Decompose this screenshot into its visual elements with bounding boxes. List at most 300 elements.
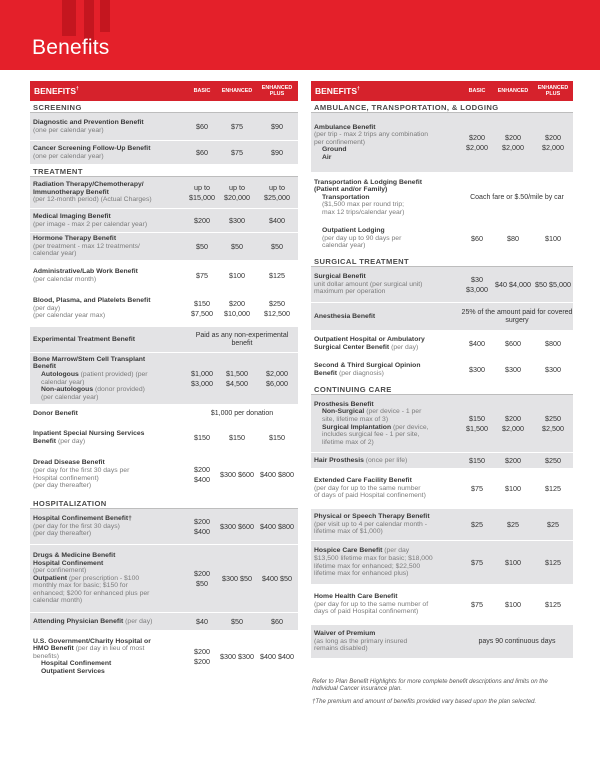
benefit-note: (per 12-month period) (Actual Charges) <box>33 196 152 204</box>
description-line <box>314 288 458 296</box>
enhanced-value: $200 $10,000 <box>224 298 250 318</box>
benefit-note: (patient provided) (per <box>80 370 148 378</box>
description-line <box>314 630 458 638</box>
table-row <box>30 177 298 209</box>
table-row <box>311 625 573 659</box>
benefit-note: enhanced; $200 for enhanced plus per <box>33 589 150 597</box>
description-line <box>314 281 458 289</box>
table-row <box>311 357 573 383</box>
enhanced-value: $100 <box>505 483 521 493</box>
benefit-description <box>311 178 461 218</box>
table-row <box>30 261 298 291</box>
benefit-name: Hair Prosthesis <box>314 456 364 464</box>
benefit-subname: Non-autologous <box>41 386 94 394</box>
enhanced-plus-value: $400 $800 <box>260 521 294 531</box>
benefit-description <box>30 637 186 677</box>
description-line <box>314 492 458 500</box>
description-line <box>314 477 458 485</box>
basic-value: up to $15,000 <box>189 182 215 202</box>
enhanced-value: $300 $600 <box>220 469 254 479</box>
header-benefits: BENEFITS† <box>315 86 360 96</box>
benefit-subname: Autologous <box>41 370 79 378</box>
benefit-description <box>311 312 461 322</box>
table-header <box>30 81 298 101</box>
benefit-value-all-plans: Coach fare or $.50/mile by car <box>470 193 564 201</box>
benefit-value-all-plans: 25% of the amount paid for covered surgery <box>461 308 573 324</box>
description-line <box>33 560 183 568</box>
description-line <box>33 243 183 251</box>
benefit-description <box>311 476 461 501</box>
benefit-description <box>311 546 461 578</box>
description-line <box>314 593 458 601</box>
benefit-note: max 12 trips/calendar year) <box>322 208 405 216</box>
benefit-note: (per calendar month) <box>33 275 97 283</box>
description-line <box>33 552 183 560</box>
benefit-name: Diagnostic and Prevention Benefit <box>33 118 144 126</box>
benefit-name: Bone Marrow/Stem Cell Transplant <box>33 355 146 363</box>
benefit-description <box>311 226 461 251</box>
benefit-name: Extended Care Facility Benefit <box>314 477 412 485</box>
benefit-name: U.S. Government/Charity Hospital or <box>33 637 151 645</box>
benefit-note: (per day for the first 30 days) <box>33 522 120 530</box>
description-line <box>33 127 183 135</box>
section-heading: AMBULANCE, TRANSPORTATION, & LODGING <box>311 101 573 113</box>
description-line <box>314 431 458 439</box>
table-row <box>30 209 298 233</box>
table-row <box>30 509 298 545</box>
benefit-name: Dread Disease Benefit <box>33 459 105 467</box>
description-line <box>33 235 183 243</box>
enhanced-plus-value: $50 $5,000 <box>535 279 571 289</box>
benefit-description <box>30 409 186 419</box>
description-line <box>33 153 183 161</box>
benefit-note: monthly max for basic; $150 for <box>33 582 128 590</box>
benefit-description <box>30 212 186 229</box>
benefit-description <box>30 144 186 161</box>
description-line <box>33 213 183 221</box>
table-row <box>30 453 298 497</box>
description-line <box>33 638 183 646</box>
benefits-table-right <box>311 81 573 659</box>
benefit-description <box>30 429 186 446</box>
description-line <box>314 179 458 187</box>
benefit-note: (per day up to 90 days per <box>322 234 402 242</box>
benefit-note: (as long as the primary insured <box>314 637 408 645</box>
benefit-note: Hospital confinement) <box>33 474 99 482</box>
enhanced-value: $600 <box>505 338 521 348</box>
enhanced-plus-value: $25 <box>547 519 559 529</box>
benefit-description <box>30 617 186 627</box>
benefit-description <box>311 456 461 466</box>
basic-value: $200 $2,000 <box>466 132 488 152</box>
benefit-note: (per day for up to the same number <box>314 484 421 492</box>
description-line <box>33 590 183 598</box>
description-line <box>314 513 458 521</box>
benefit-subname: Outpatient Lodging <box>322 227 385 235</box>
benefit-name: Drugs & Medicine Benefit <box>33 551 116 559</box>
section-heading: TREATMENT <box>30 165 298 177</box>
enhanced-value: $50 <box>231 241 243 251</box>
enhanced-value: $200 <box>505 455 521 465</box>
benefit-name: Hormone Therapy Benefit <box>33 235 117 243</box>
benefit-note: unit dollar amount (per surgical unit) <box>314 280 423 288</box>
enhanced-value: $100 <box>505 557 521 567</box>
description-line <box>314 209 458 217</box>
page-title: Benefits <box>32 36 110 59</box>
table-row <box>30 405 298 423</box>
description-line <box>314 201 458 209</box>
benefit-note: includes surgical fee - 1 per site, <box>322 431 420 439</box>
description-line <box>314 146 458 154</box>
benefit-note: (per device - 1 per <box>366 408 422 416</box>
benefit-description <box>311 335 461 352</box>
description-line <box>33 438 183 446</box>
table-row <box>30 141 298 165</box>
description-line <box>314 344 458 352</box>
benefit-note: (per day thereafter) <box>33 482 92 490</box>
header-enhanced: ENHANCED <box>221 88 253 94</box>
basic-value: $150 $7,500 <box>191 298 213 318</box>
table-header <box>311 81 573 101</box>
basic-value: $40 <box>196 616 208 626</box>
description-line <box>33 145 183 153</box>
footnote: Refer to Plan Benefit Highlights for more complete benefit descriptions and limits on the Individual Cancer insurance plan. <box>312 678 548 693</box>
benefit-name: Benefit <box>314 369 338 377</box>
enhanced-value: $200 $2,000 <box>502 413 524 433</box>
basic-value: $150 <box>194 432 210 442</box>
enhanced-plus-value: $50 <box>271 241 283 251</box>
benefit-name: (Patient and/or Family) <box>314 186 388 194</box>
benefit-description <box>30 335 186 345</box>
description-line <box>33 467 183 475</box>
benefit-name: HMO Benefit <box>33 645 74 653</box>
basic-value: $150 <box>469 455 485 465</box>
benefit-note: remains disabled) <box>314 645 368 653</box>
enhanced-value: $75 <box>231 147 243 157</box>
enhanced-plus-value: $200 $2,000 <box>542 132 564 152</box>
benefit-note: lifetime max for enhanced plus) <box>314 570 409 578</box>
table-body <box>30 101 298 683</box>
benefit-note: (one per calendar year) <box>33 152 104 160</box>
enhanced-plus-value: $800 <box>545 338 561 348</box>
benefit-value-all-plans: $1,000 per donation <box>210 409 274 417</box>
basic-value: $200 $400 <box>194 464 210 484</box>
description-line <box>314 608 458 616</box>
enhanced-plus-value: $250 $2,500 <box>542 413 564 433</box>
table-row <box>311 469 573 509</box>
benefit-name: Experimental Treatment Benefit <box>33 335 135 343</box>
description-line <box>33 668 183 676</box>
benefit-note: (per day for up to the same number of <box>314 600 429 608</box>
footnote: †The premium and amount of benefits provided vary based upon the plan selected. <box>312 697 537 705</box>
benefit-description <box>30 180 186 205</box>
description-line <box>33 297 183 305</box>
benefit-note: (once per life) <box>365 456 408 464</box>
description-line <box>33 379 183 387</box>
benefit-note: (per day) <box>125 617 153 625</box>
description-line <box>33 430 183 438</box>
table-row <box>30 353 298 405</box>
basic-value: $60 <box>471 233 483 243</box>
description-line <box>33 305 183 313</box>
benefit-description <box>30 234 186 259</box>
description-line <box>314 563 458 571</box>
benefit-note: (per day) <box>57 437 86 445</box>
enhanced-value: $50 <box>231 616 243 626</box>
description-line <box>314 273 458 281</box>
description-line <box>314 638 458 646</box>
benefit-description <box>311 512 461 537</box>
benefit-note: (per device, <box>393 423 429 431</box>
section-heading: SCREENING <box>30 101 298 113</box>
benefit-note: (per day) <box>33 304 61 312</box>
benefit-note: (per calendar year max) <box>33 312 106 320</box>
benefit-description <box>311 400 461 448</box>
basic-value: $400 <box>469 338 485 348</box>
description-line <box>314 555 458 563</box>
description-line <box>314 154 458 162</box>
enhanced-plus-value: $125 <box>545 483 561 493</box>
description-line <box>33 475 183 483</box>
benefit-subname: Surgical Implantation <box>322 423 392 431</box>
benefit-value-all-plans: pays 90 continuous days <box>478 637 556 645</box>
benefit-note: calendar month) <box>33 597 83 605</box>
enhanced-plus-value: $125 <box>269 270 285 280</box>
description-line <box>33 582 183 590</box>
enhanced-plus-value: $2,000 $6,000 <box>266 368 288 388</box>
benefit-name: Surgical Center Benefit <box>314 343 390 351</box>
table-row <box>30 113 298 141</box>
description-line <box>33 567 183 575</box>
description-line <box>33 618 183 626</box>
benefit-name: Benefit <box>33 363 57 371</box>
benefit-note: $13,500 lifetime max for basic; $18,000 <box>314 554 433 562</box>
basic-value: $75 <box>471 557 483 567</box>
description-line <box>33 189 183 197</box>
benefit-note: ($1,500 max per round trip; <box>322 201 404 209</box>
benefit-note: of days of paid Hospital confinement) <box>314 492 426 500</box>
benefit-description <box>30 296 186 321</box>
enhanced-value: $75 <box>231 121 243 131</box>
basic-value: $1,000 $3,000 <box>191 368 213 388</box>
enhanced-value: up to $20,000 <box>224 182 250 202</box>
header-enhanced-plus: ENHANCED PLUS <box>537 85 569 97</box>
description-line <box>33 645 183 653</box>
header-banner <box>0 0 600 70</box>
description-line <box>314 401 458 409</box>
table-row <box>30 291 298 327</box>
section-heading: CONTINUING CARE <box>311 383 573 395</box>
header-enhanced: ENHANCED <box>497 88 529 94</box>
description-line <box>33 660 183 668</box>
benefit-name: Hospital Confinement Benefit† <box>33 515 132 523</box>
description-line <box>33 268 183 276</box>
benefit-note: benefits) <box>33 652 60 660</box>
table-row <box>30 423 298 453</box>
benefit-note: lifetime max for enhanced; $22,500 <box>314 562 421 570</box>
description-line <box>314 547 458 555</box>
enhanced-plus-value: $250 <box>545 455 561 465</box>
benefits-table-left <box>30 81 298 683</box>
basic-value: $200 $400 <box>194 516 210 536</box>
benefit-name: Benefit <box>33 437 57 445</box>
benefit-description <box>30 267 186 284</box>
table-row <box>311 267 573 303</box>
enhanced-value: $300 <box>229 215 245 225</box>
enhanced-plus-value: $250 $12,500 <box>264 298 290 318</box>
benefit-name: Surgical Benefit <box>314 273 366 281</box>
basic-value: $50 <box>196 241 208 251</box>
benefit-name: Outpatient <box>33 574 67 582</box>
description-line <box>314 194 458 202</box>
benefit-description <box>30 118 186 135</box>
benefit-description <box>30 551 186 606</box>
benefit-description <box>311 629 461 654</box>
enhanced-plus-value: $400 $50 <box>262 573 292 583</box>
enhanced-plus-value: $90 <box>271 147 283 157</box>
footnotes <box>312 678 574 710</box>
benefit-name: Anesthesia Benefit <box>314 312 376 320</box>
description-line <box>33 575 183 583</box>
table-row <box>311 395 573 453</box>
description-line <box>33 196 183 204</box>
benefit-description <box>30 355 186 403</box>
description-line <box>33 181 183 189</box>
enhanced-plus-value: $400 $800 <box>260 469 294 479</box>
benefit-note: days of paid Hospital confinement) <box>314 608 419 616</box>
header-benefits: BENEFITS† <box>34 86 79 96</box>
enhanced-plus-value: $150 <box>269 432 285 442</box>
table-row <box>311 585 573 625</box>
description-line <box>33 386 183 394</box>
description-line <box>314 521 458 529</box>
description-line <box>314 485 458 493</box>
benefit-name: Radiation Therapy/Chemotherapy/ <box>33 181 144 189</box>
benefit-description <box>311 592 461 617</box>
benefit-description <box>311 272 461 297</box>
description-line <box>314 570 458 578</box>
benefit-description <box>311 361 461 378</box>
enhanced-value: $80 <box>507 233 519 243</box>
banner-stripe <box>62 0 76 36</box>
table-row <box>30 545 298 613</box>
table-row <box>30 631 298 683</box>
description-line <box>33 482 183 490</box>
benefit-subname: Transportation <box>322 193 370 201</box>
benefit-note: (per trip - max 2 trips any combination <box>314 131 429 139</box>
enhanced-value: $300 $300 <box>220 651 254 661</box>
description-line <box>33 459 183 467</box>
basic-value: $25 <box>471 519 483 529</box>
enhanced-value: $100 <box>229 270 245 280</box>
enhanced-value: $40 $4,000 <box>495 279 531 289</box>
basic-value: $150 $1,500 <box>466 413 488 433</box>
table-row <box>30 233 298 261</box>
enhanced-value: $200 $2,000 <box>502 132 524 152</box>
benefit-note: calendar year) <box>41 378 85 386</box>
benefit-subname: Non-Surgical <box>322 408 365 416</box>
section-heading: SURGICAL TREATMENT <box>311 255 573 267</box>
benefit-subname: Hospital Confinement <box>41 660 112 668</box>
benefit-note: (per day for the first 30 days per <box>33 466 130 474</box>
description-line <box>33 371 183 379</box>
table-row <box>311 173 573 223</box>
description-line <box>314 242 458 250</box>
description-line <box>314 645 458 653</box>
description-line <box>33 410 183 418</box>
description-line <box>33 336 183 344</box>
enhanced-value: $1,500 $4,500 <box>226 368 248 388</box>
enhanced-plus-value: $400 $400 <box>260 651 294 661</box>
description-line <box>33 653 183 661</box>
description-line <box>314 139 458 147</box>
header-basic: BASIC <box>468 88 486 94</box>
table-row <box>311 223 573 255</box>
benefit-subname: Air <box>322 153 332 161</box>
description-line <box>33 119 183 127</box>
description-line <box>314 186 458 194</box>
enhanced-plus-value: $125 <box>545 557 561 567</box>
basic-value: $75 <box>196 270 208 280</box>
description-line <box>314 424 458 432</box>
enhanced-plus-value: $400 <box>269 215 285 225</box>
header-enhanced-plus: ENHANCED PLUS <box>261 85 293 97</box>
header-basic: BASIC <box>193 88 211 94</box>
description-line <box>314 336 458 344</box>
basic-value: $200 <box>194 215 210 225</box>
benefit-note: (per confinement) <box>33 567 87 575</box>
enhanced-plus-value: $90 <box>271 121 283 131</box>
table-row <box>311 331 573 357</box>
benefit-name: Inpatient Special Nursing Services <box>33 429 145 437</box>
description-line <box>33 394 183 402</box>
table-row <box>30 613 298 631</box>
basic-value: $300 <box>469 364 485 374</box>
description-line <box>33 597 183 605</box>
description-line <box>314 416 458 424</box>
description-line <box>314 131 458 139</box>
benefit-note: (per day thereafter) <box>33 530 92 538</box>
table-row <box>30 327 298 353</box>
description-line <box>314 370 458 378</box>
description-line <box>33 530 183 538</box>
benefit-name: Hospital Confinement <box>33 559 104 567</box>
enhanced-plus-value: up to $25,000 <box>264 182 290 202</box>
benefit-name: Second & Third Surgical Opinion <box>314 361 421 369</box>
benefit-subname: Ground <box>322 146 347 154</box>
banner-stripe <box>100 0 110 32</box>
description-line <box>314 457 458 465</box>
description-line <box>33 312 183 320</box>
basic-value: $60 <box>196 121 208 131</box>
benefit-note: (per prescription - $100 <box>68 574 140 582</box>
benefit-name: Outpatient Hospital or Ambulatory <box>314 335 425 343</box>
enhanced-value: $300 <box>505 364 521 374</box>
benefit-name: Donor Benefit <box>33 409 78 417</box>
description-line <box>33 515 183 523</box>
benefit-name: Administrative/Lab Work Benefit <box>33 267 138 275</box>
benefit-name: Hospice Care Benefit <box>314 547 383 555</box>
basic-value: $200 $200 <box>194 646 210 666</box>
basic-value: $75 <box>471 483 483 493</box>
benefit-note: (one per calendar year) <box>33 126 104 134</box>
benefit-name: Waiver of Premium <box>314 630 376 638</box>
benefit-note: (donor provided) <box>95 386 145 394</box>
benefit-name: Physical or Speech Therapy Benefit <box>314 513 430 521</box>
description-line <box>33 523 183 531</box>
enhanced-plus-value: $100 <box>545 233 561 243</box>
benefit-note: (per treatment - max 12 treatments/ <box>33 242 140 250</box>
